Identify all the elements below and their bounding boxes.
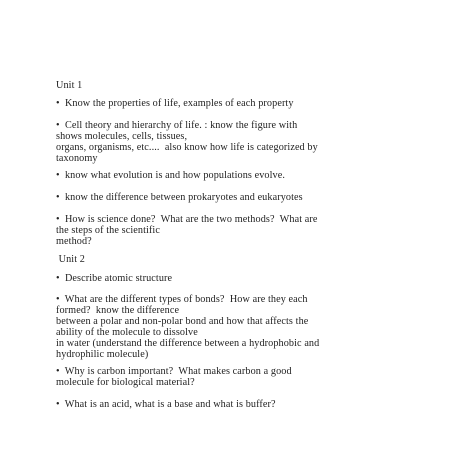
bullet-cell-theory-line1: • Cell theory and hierarchy of life. : know the figure with [56, 120, 298, 131]
bullet-bonds-line1: • What are the different types of bonds? How are they each [56, 294, 308, 305]
bullet-science-line3: method? [56, 236, 92, 247]
bullet-cell-theory-line3: organs, organisms, etc.... also know how life is categorized by [56, 142, 318, 153]
bullet-bonds-line6: hydrophilic molecule) [56, 349, 149, 360]
bullet-properties-of-life: • Know the properties of life, examples of each property [56, 98, 294, 109]
bullet-bonds-line3: between a polar and non-polar bond and how that affects the [56, 316, 309, 327]
unit-2-heading: Unit 2 [56, 254, 85, 265]
bullet-bonds-line5: in water (understand the difference between a hydrophobic and [56, 338, 320, 349]
bullet-evolution: • know what evolution is and how populations evolve. [56, 170, 286, 181]
bullet-atomic-structure: • Describe atomic structure [56, 273, 173, 284]
bullet-cell-theory-line2: shows molecules, cells, tissues, [56, 131, 188, 142]
bullet-prokaryotes: • know the difference between prokaryotes and eukaryotes [56, 192, 303, 203]
bullet-science-line2: the steps of the scientific [56, 225, 160, 236]
bullet-cell-theory-line4: taxonomy [56, 153, 98, 164]
bullet-carbon-line1: • Why is carbon important? What makes carbon a good [56, 366, 292, 377]
bullet-carbon-line2: molecule for biological material? [56, 377, 195, 388]
bullet-science-line1: • How is science done? What are the two methods? What are [56, 214, 318, 225]
unit-1-heading: Unit 1 [56, 80, 83, 91]
bullet-bonds-line4: ability of the molecule to dissolve [56, 327, 198, 338]
bullet-acid-base: • What is an acid, what is a base and what is buffer? [56, 399, 276, 410]
bullet-bonds-line2: formed? know the difference [56, 305, 180, 316]
